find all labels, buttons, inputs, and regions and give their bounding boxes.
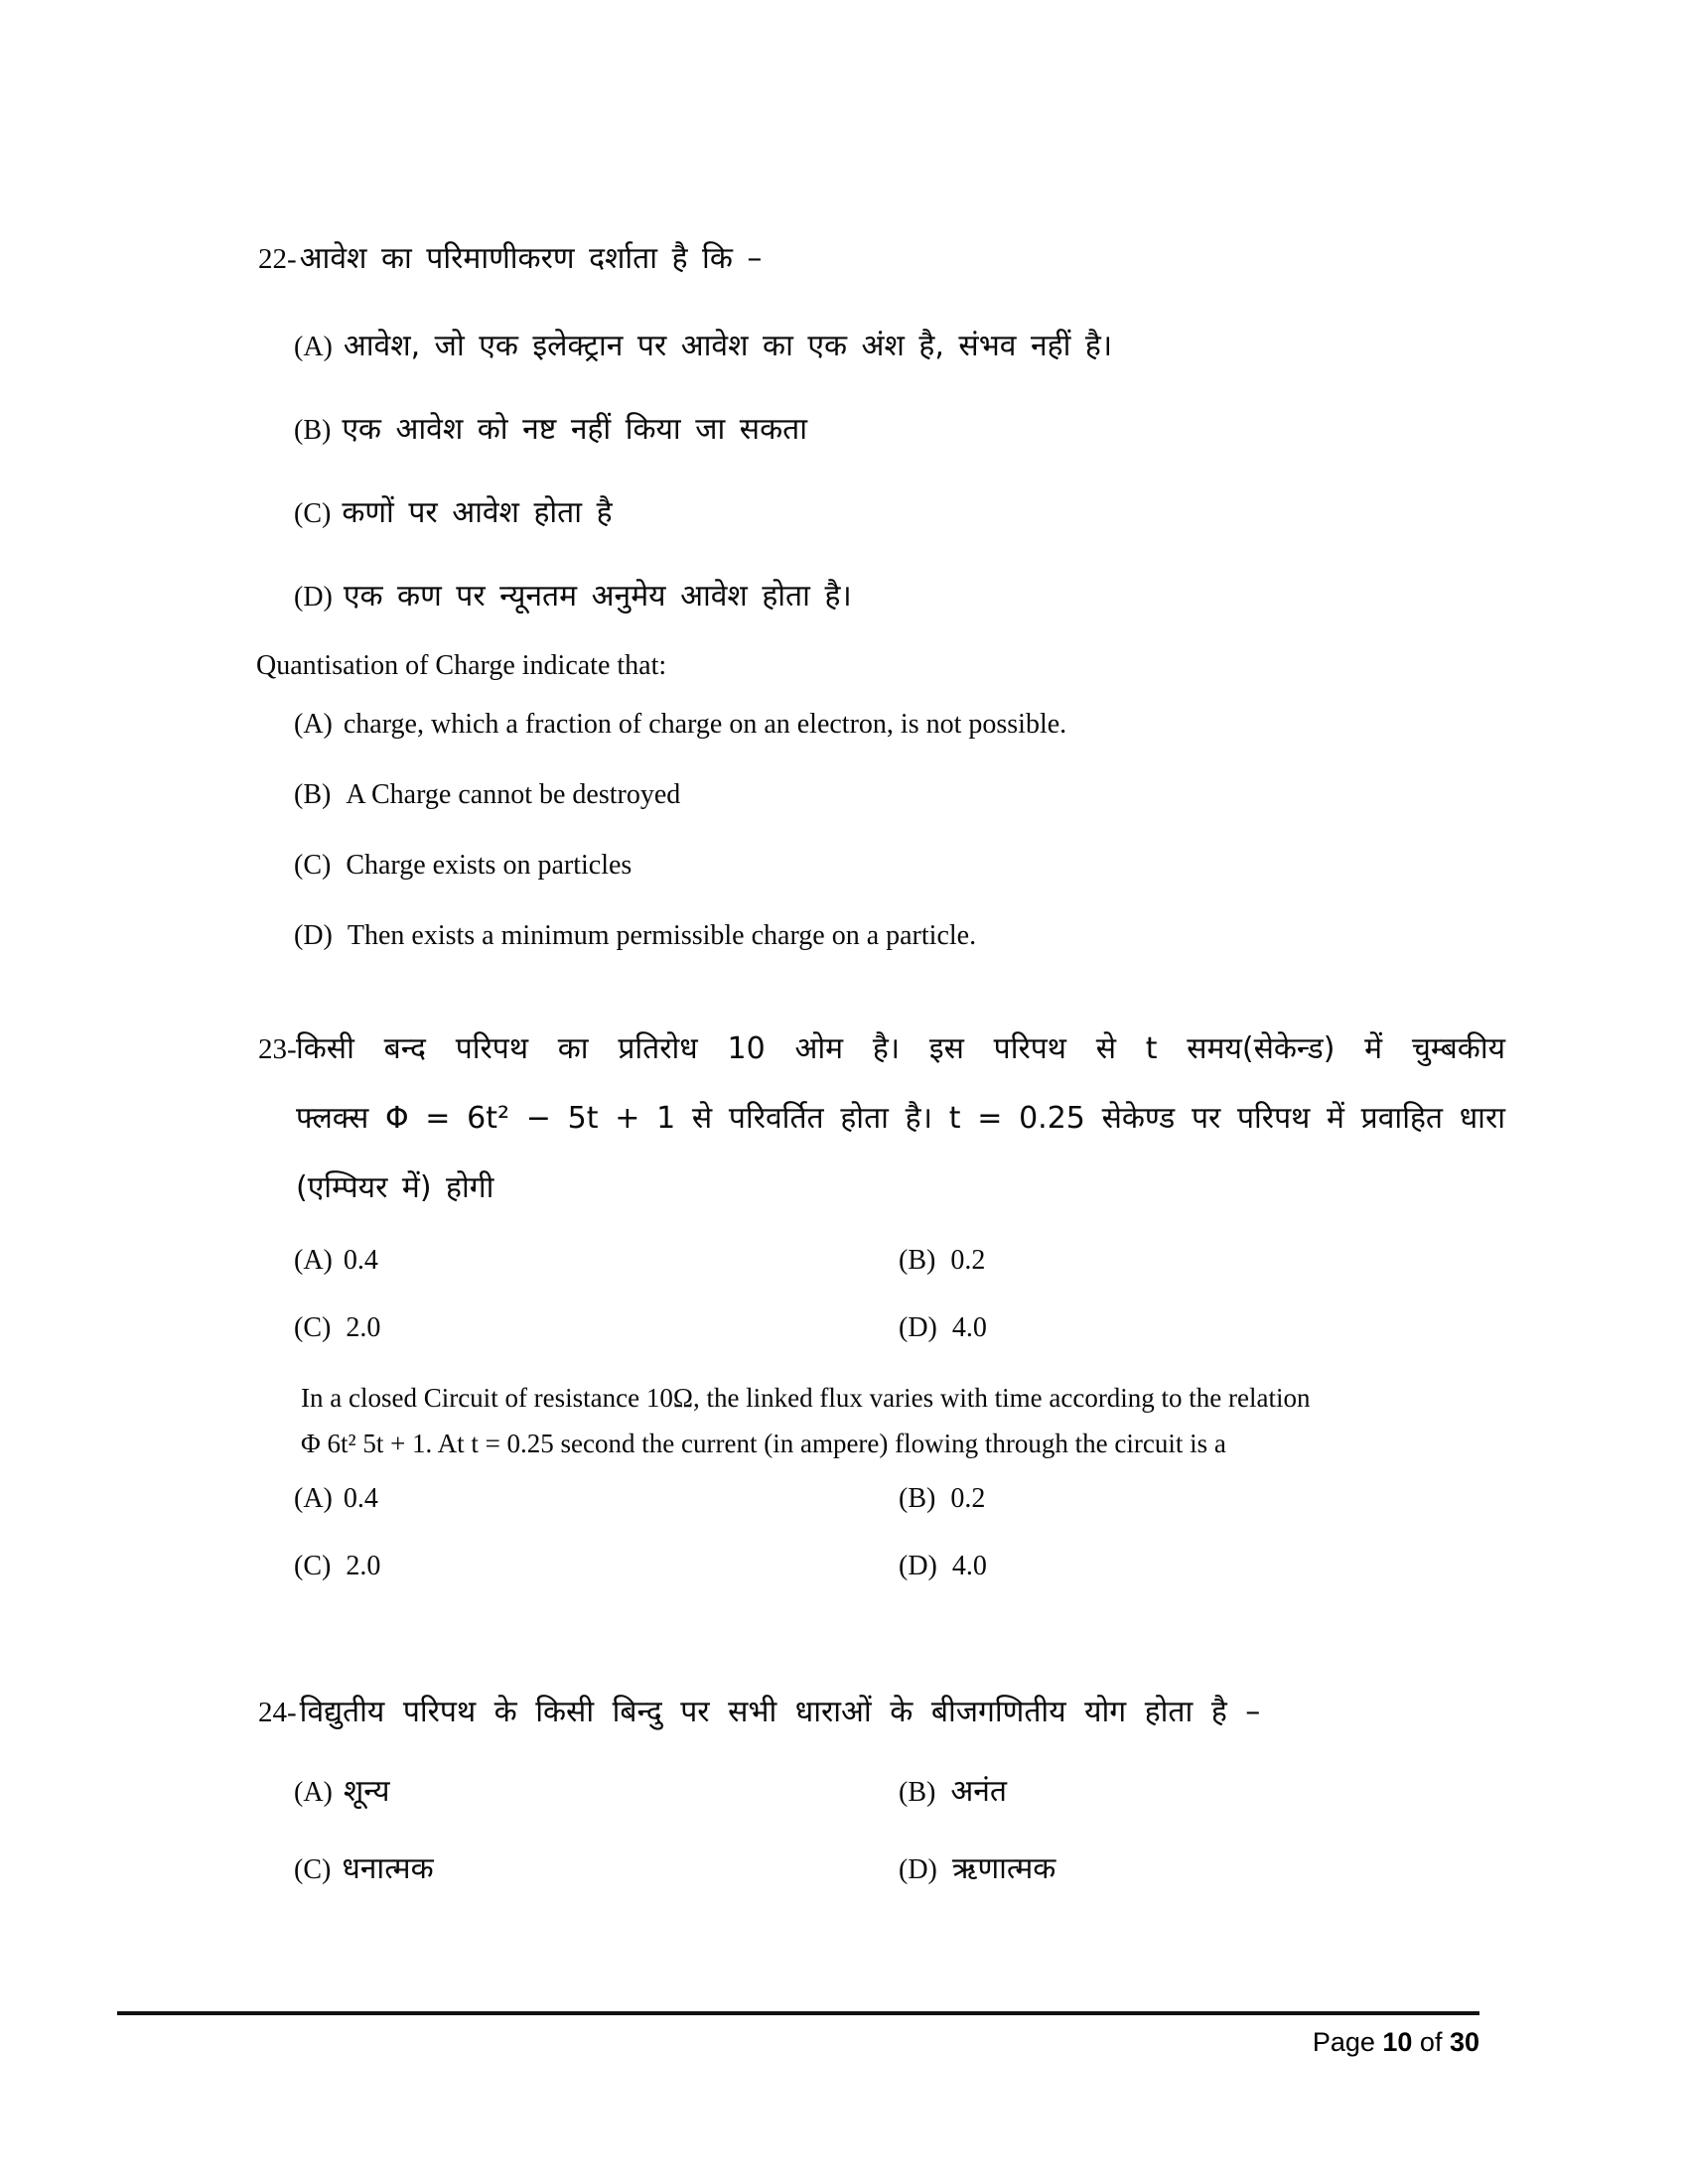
q24-option-a bbox=[294, 1769, 390, 1810]
q22-option-a-english bbox=[294, 709, 1066, 741]
q24-option-d-text: ऋणात्मक bbox=[951, 1851, 1056, 1886]
q23-en-option-a-label: (A) bbox=[294, 1483, 333, 1514]
q23-en-option-a-value: 0.4 bbox=[343, 1483, 378, 1514]
q22-option-d-hindi bbox=[294, 574, 852, 614]
q24-option-b-label: (B) bbox=[899, 1777, 936, 1808]
q23-en-option-d-english-section bbox=[899, 1551, 987, 1582]
q24-option-c-label: (C) bbox=[294, 1854, 332, 1885]
q22-en-option-a-text: charge, which a fraction of charge on an electron, is not possible. bbox=[343, 709, 1067, 740]
q23-en-option-d-value: 4.0 bbox=[951, 1551, 987, 1581]
q23-option-d-value: 4.0 bbox=[951, 1312, 987, 1343]
q23-en-option-d-label: (D) bbox=[899, 1551, 937, 1581]
question-24-hindi bbox=[258, 1690, 1260, 1730]
q23-option-c-value: 2.0 bbox=[346, 1312, 381, 1343]
q23-option-d-hindi-section bbox=[899, 1312, 987, 1344]
q22-option-c-text: कणों पर आवेश होता है bbox=[342, 495, 613, 530]
q23-option-b-hindi-section bbox=[899, 1245, 985, 1277]
question-23-english bbox=[301, 1375, 1502, 1466]
q23-en-option-c-label: (C) bbox=[294, 1551, 332, 1581]
q22-option-b-hindi bbox=[294, 407, 807, 448]
page-number-total: 30 bbox=[1449, 2027, 1479, 2057]
q24-option-a-text: शून्य bbox=[343, 1774, 390, 1809]
q22-option-d-english bbox=[294, 920, 976, 952]
q23-hindi-line1: किसी बन्द परिपथ का प्रतिरोध 10 ओम है। इस परिपथ से t समय(सेकेन्ड) में चुम्बकीय bbox=[296, 1031, 1505, 1066]
q22-option-d-text: एक कण पर न्यूनतम अनुमेय आवेश होता है। bbox=[343, 579, 852, 614]
q24-option-c-text: धनात्मक bbox=[342, 1851, 434, 1886]
q24-option-c bbox=[294, 1846, 434, 1887]
q23-option-d-label: (D) bbox=[899, 1312, 937, 1343]
q22-option-d-label: (D) bbox=[294, 582, 333, 613]
q23-hindi-line3: (एम्पियर में) होगी bbox=[296, 1170, 494, 1205]
q22-en-option-d-text: Then exists a minimum permissible charge on a particle. bbox=[347, 920, 977, 951]
q23-option-a-english-section bbox=[294, 1483, 378, 1515]
q23-option-a-value: 0.4 bbox=[343, 1245, 378, 1276]
q23-option-c-hindi-section bbox=[294, 1312, 380, 1344]
q22-en-option-a-label: (A) bbox=[294, 709, 333, 740]
page-number-current: 10 bbox=[1382, 2027, 1413, 2057]
q23-english-line1: In a closed Circuit of resistance 10Ω, the linked flux varies with time according to the relation bbox=[301, 1383, 1311, 1413]
q22-option-b-text: एक आवेश को नष्ट नहीं किया जा सकता bbox=[342, 412, 807, 447]
q24-option-b bbox=[899, 1769, 1007, 1810]
q22-option-c-label: (C) bbox=[294, 498, 332, 529]
q22-en-option-b-label: (B) bbox=[294, 779, 332, 810]
question-22-english: Quantisation of Charge indicate that: bbox=[256, 650, 667, 681]
question-23-number: 23- bbox=[258, 1033, 297, 1065]
q22-option-a-text: आवेश, जो एक इलेक्ट्रान पर आवेश का एक अंश है, संभव नहीं है। bbox=[343, 329, 1113, 363]
question-22-number: 22- bbox=[258, 243, 297, 275]
q22-option-c-hindi bbox=[294, 490, 613, 531]
q22-en-option-d-label: (D) bbox=[294, 920, 333, 951]
q23-hindi-line2: फ्लक्स Φ = 6t² − 5t + 1 से परिवर्तित होता है। t = 0.25 सेकेण्ड पर परिपथ में प्रवाहित धारा bbox=[296, 1101, 1505, 1136]
question-24-text-hindi: विद्युतीय परिपथ के किसी बिन्दु पर सभी धाराओं के बीजगणितीय योग होता है – bbox=[299, 1695, 1261, 1729]
q23-en-option-c-value: 2.0 bbox=[346, 1551, 381, 1581]
page-number-prefix: Page bbox=[1312, 2027, 1383, 2057]
q22-option-c-english bbox=[294, 850, 632, 882]
q23-option-b-value: 0.2 bbox=[950, 1245, 986, 1276]
question-22-hindi bbox=[258, 236, 762, 277]
q22-option-a-label: (A) bbox=[294, 332, 333, 362]
q22-en-option-c-label: (C) bbox=[294, 850, 332, 881]
q24-option-d bbox=[899, 1846, 1055, 1887]
q23-en-option-c-english-section bbox=[294, 1551, 380, 1582]
question-24-number: 24- bbox=[258, 1697, 297, 1728]
q22-option-a-hindi bbox=[294, 324, 1112, 364]
q24-option-a-label: (A) bbox=[294, 1777, 333, 1808]
q23-option-c-label: (C) bbox=[294, 1312, 332, 1343]
q23-en-option-b-label: (B) bbox=[899, 1483, 936, 1514]
page-number bbox=[1313, 2027, 1479, 2058]
q23-english-line2: Φ 6t² 5t + 1. At t = 0.25 second the current (in ampere) flowing through the circuit is a bbox=[301, 1429, 1226, 1458]
q24-option-b-text: अनंत bbox=[950, 1774, 1007, 1809]
q22-en-option-c-text: Charge exists on particles bbox=[346, 850, 633, 881]
q23-option-a-hindi-section bbox=[294, 1245, 378, 1277]
q24-option-d-label: (D) bbox=[899, 1854, 937, 1885]
q23-option-b-english-section bbox=[899, 1483, 985, 1515]
question-22-text-hindi: आवेश का परिमाणीकरण दर्शाता है कि – bbox=[299, 241, 763, 276]
footer-divider bbox=[117, 2011, 1479, 2015]
q22-option-b-label: (B) bbox=[294, 415, 332, 446]
q23-option-a-label: (A) bbox=[294, 1245, 333, 1276]
q23-option-b-label: (B) bbox=[899, 1245, 936, 1276]
page-number-of: of bbox=[1412, 2027, 1450, 2057]
q22-en-option-b-text: A Charge cannot be destroyed bbox=[346, 779, 681, 810]
q23-en-option-b-value: 0.2 bbox=[950, 1483, 986, 1514]
question-23-hindi bbox=[258, 1015, 1505, 1223]
q22-option-b-english bbox=[294, 779, 680, 811]
